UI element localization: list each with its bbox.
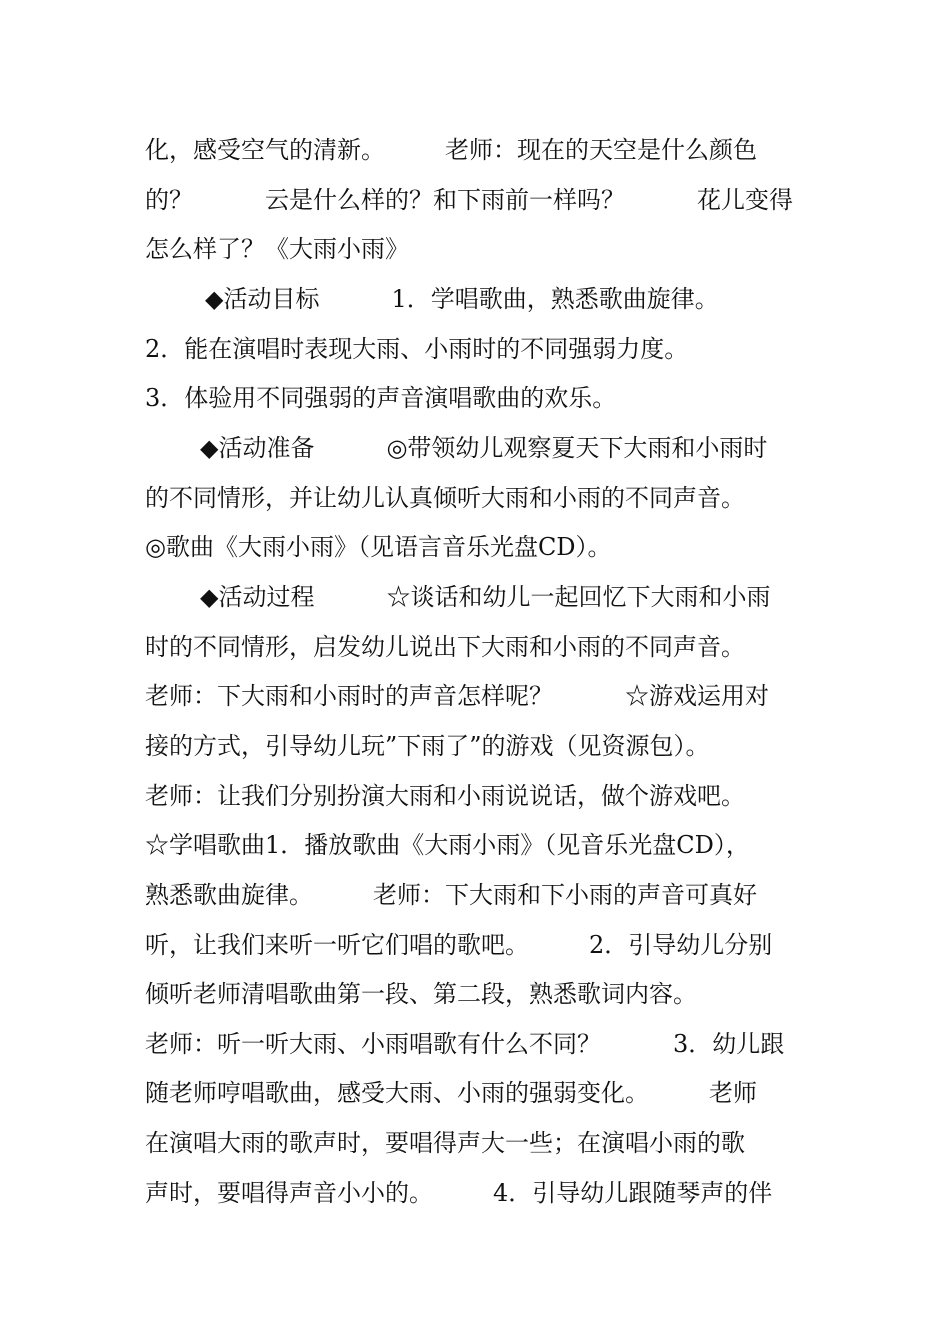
text-line: 熟悉歌曲旋律。 老师：下大雨和下小雨的声音可真好 <box>145 881 757 909</box>
text-line: 化，感受空气的清新。 老师：现在的天空是什么颜色 <box>145 136 757 164</box>
text-line: 老师：听一听大雨、小雨唱歌有什么不同？ 3．幼儿跟 <box>145 1030 785 1058</box>
text-line: 老师：让我们分别扮演大雨和小雨说说话，做个游戏吧。 <box>145 782 745 810</box>
text-line: 倾听老师清唱歌曲第一段、第二段，熟悉歌词内容。 <box>145 980 697 1008</box>
text-line: 接的方式，引导幼儿玩”下雨了”的游戏（见资源包）。 <box>145 732 710 760</box>
text-line: 随老师哼唱歌曲，感受大雨、小雨的强弱变化。 老师 <box>145 1079 757 1107</box>
text-line: 声时，要唱得声音小小的。 4．引导幼儿跟随琴声的伴 <box>145 1179 773 1207</box>
text-line: 时的不同情形，启发幼儿说出下大雨和小雨的不同声音。 <box>145 633 745 661</box>
section-heading-preparation: ◆活动准备 ◎带领幼儿观察夏天下大雨和小雨时 <box>200 434 768 462</box>
text-line: 怎么样了？《大雨小雨》 <box>145 235 409 263</box>
text-line: ◎歌曲《大雨小雨》（见语言音乐光盘CD）。 <box>145 533 612 561</box>
text-line: 听，让我们来听一听它们唱的歌吧。 2．引导幼儿分别 <box>145 931 773 959</box>
text-line: 老师：下大雨和小雨时的声音怎样呢？ ☆游戏运用对 <box>145 682 769 710</box>
text-line: 的不同情形，并让幼儿认真倾听大雨和小雨的不同声音。 <box>145 484 745 512</box>
section-heading-process: ◆活动过程 ☆谈话和幼儿一起回忆下大雨和小雨 <box>200 583 771 611</box>
text-line: 的？ 云是什么样的？和下雨前一样吗？ 花儿变得 <box>145 186 793 214</box>
text-line: 3．体验用不同强弱的声音演唱歌曲的欢乐。 <box>145 384 617 412</box>
text-line: 在演唱大雨的歌声时，要唱得声大一些；在演唱小雨的歌 <box>145 1129 745 1157</box>
text-line: ☆学唱歌曲1．播放歌曲《大雨小雨》（见音乐光盘CD）， <box>145 831 750 859</box>
section-heading-goals: ◆活动目标 1．学唱歌曲，熟悉歌曲旋律。 <box>205 285 719 313</box>
text-line: 2．能在演唱时表现大雨、小雨时的不同强弱力度。 <box>145 335 689 363</box>
